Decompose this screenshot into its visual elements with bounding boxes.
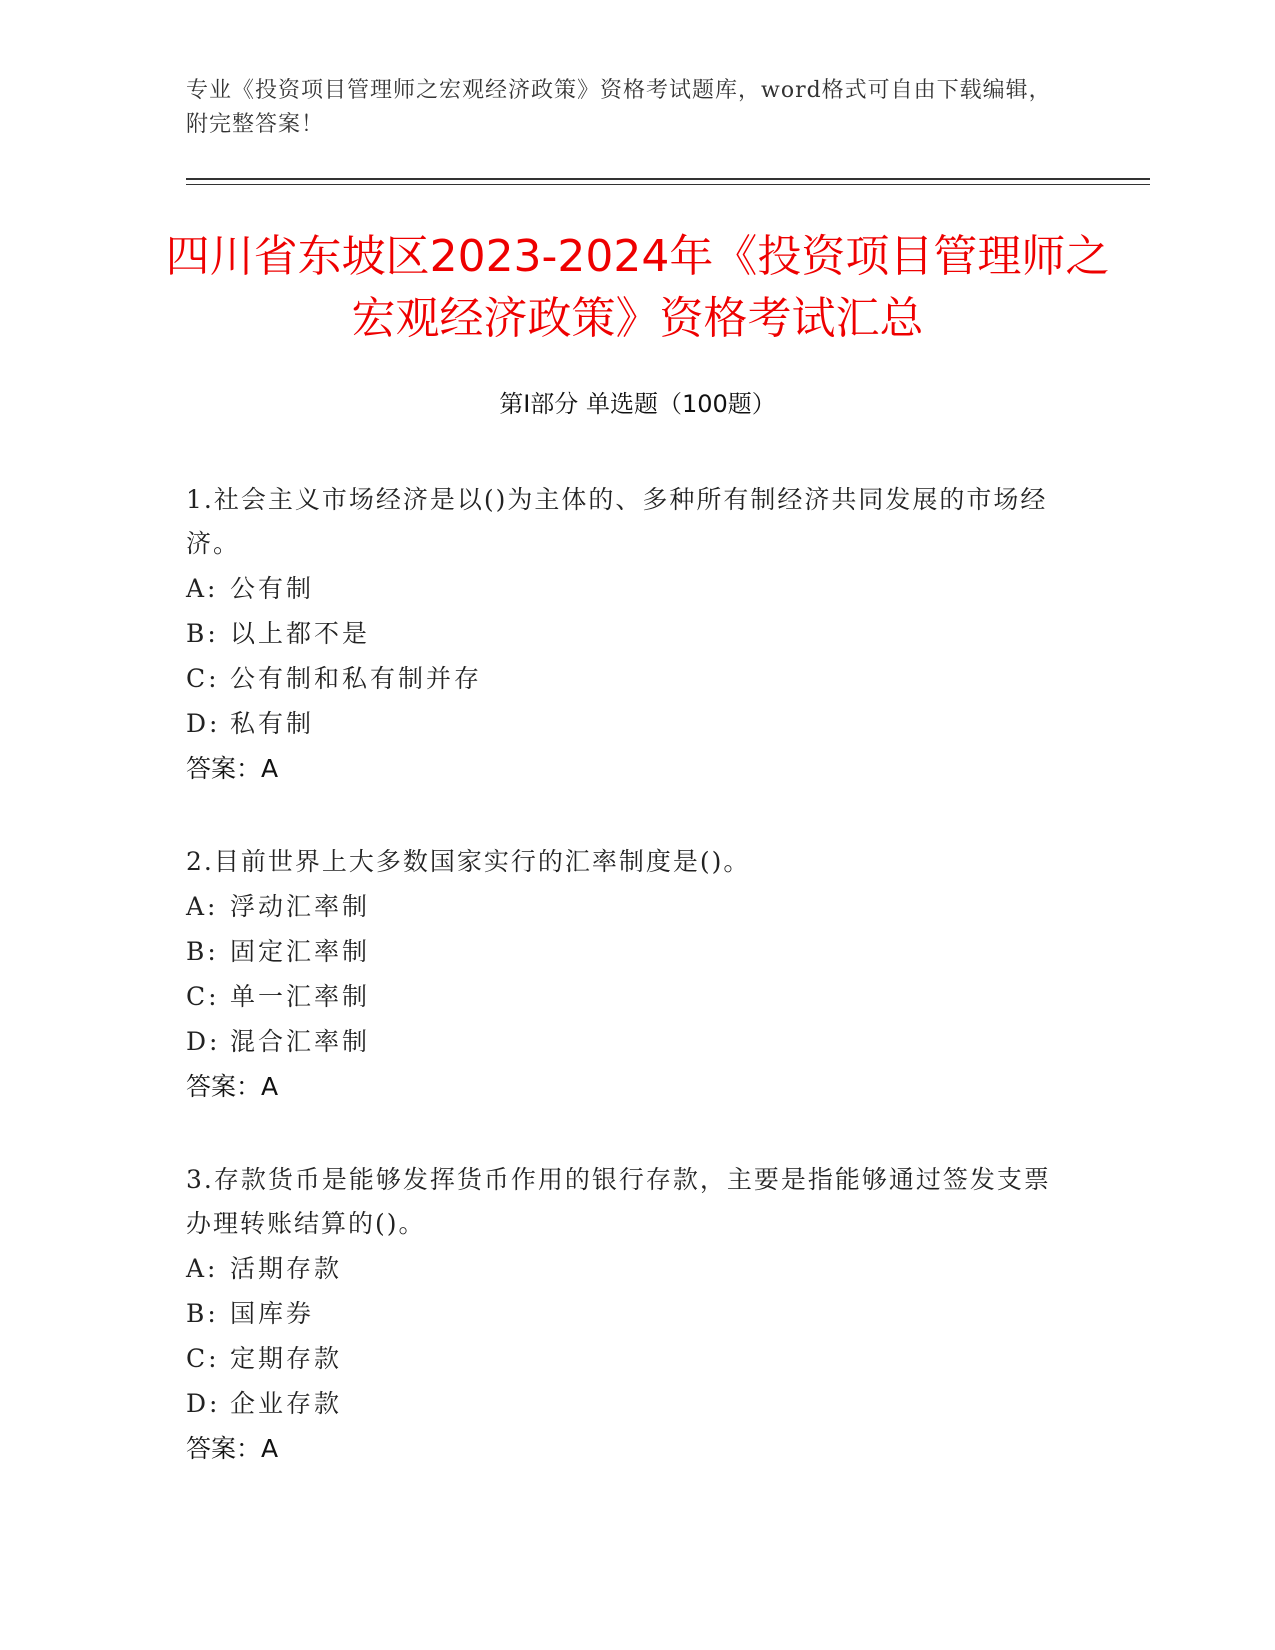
option-key: C: (186, 1344, 220, 1373)
option-text: 固定汇率制 (230, 937, 371, 966)
header-divider-thin (186, 184, 1150, 185)
option-text: 公有制 (230, 574, 315, 603)
option-list (186, 884, 1066, 1064)
option-text: 国库券 (230, 1299, 315, 1328)
answer-line: 答案：A (186, 1072, 279, 1101)
option-list (186, 1246, 1066, 1426)
option-text: 混合汇率制 (230, 1027, 371, 1056)
option-a (186, 884, 1066, 929)
option-key: D: (186, 1027, 221, 1056)
option-key: A: (186, 574, 219, 603)
option-c (186, 1336, 1066, 1381)
option-text: 公有制和私有制并存 (230, 664, 483, 693)
option-text: 以上都不是 (230, 619, 371, 648)
option-text: 私有制 (230, 709, 315, 738)
answer-line: 答案：A (186, 754, 279, 783)
question-1 (186, 478, 1066, 792)
option-text: 企业存款 (230, 1389, 343, 1418)
option-key: C: (186, 982, 220, 1011)
option-key: D: (186, 1389, 221, 1418)
question-stem: 3.存款货币是能够发挥货币作用的银行存款，主要是指能够通过签发支票办理转账结算的()。 (186, 1165, 1051, 1238)
section-title: 第I部分 单选题（100题） (499, 390, 776, 418)
option-d (186, 1019, 1066, 1064)
question-3 (186, 1158, 1066, 1472)
option-d (186, 701, 1066, 746)
question-2 (186, 840, 1066, 1110)
question-stem: 2.目前世界上大多数国家实行的汇率制度是()。 (186, 847, 751, 876)
option-a (186, 1246, 1066, 1291)
header-divider-thick (186, 178, 1150, 180)
option-d (186, 1381, 1066, 1426)
answer-line: 答案：A (186, 1434, 279, 1463)
option-a (186, 566, 1066, 611)
option-key: B: (186, 619, 219, 648)
option-c (186, 656, 1066, 701)
question-stem: 1.社会主义市场经济是以()为主体的、多种所有制经济共同发展的市场经济。 (186, 485, 1048, 558)
option-text: 定期存款 (230, 1344, 343, 1373)
option-b (186, 929, 1066, 974)
option-list (186, 566, 1066, 746)
option-key: A: (186, 892, 219, 921)
option-b (186, 1291, 1066, 1336)
option-key: D: (186, 709, 221, 738)
option-text: 单一汇率制 (230, 982, 371, 1011)
option-key: B: (186, 1299, 219, 1328)
option-text: 活期存款 (230, 1254, 343, 1283)
header-note: 专业《投资项目管理师之宏观经济政策》资格考试题库，word格式可自由下载编辑，附完整答案！ (186, 78, 1052, 137)
option-key: A: (186, 1254, 219, 1283)
document-title: 四川省东坡区2023-2024年《投资项目管理师之宏观经济政策》资格考试汇总 (165, 231, 1110, 344)
option-c (186, 974, 1066, 1019)
option-key: C: (186, 664, 220, 693)
option-b (186, 611, 1066, 656)
option-key: B: (186, 937, 219, 966)
option-text: 浮动汇率制 (230, 892, 371, 921)
